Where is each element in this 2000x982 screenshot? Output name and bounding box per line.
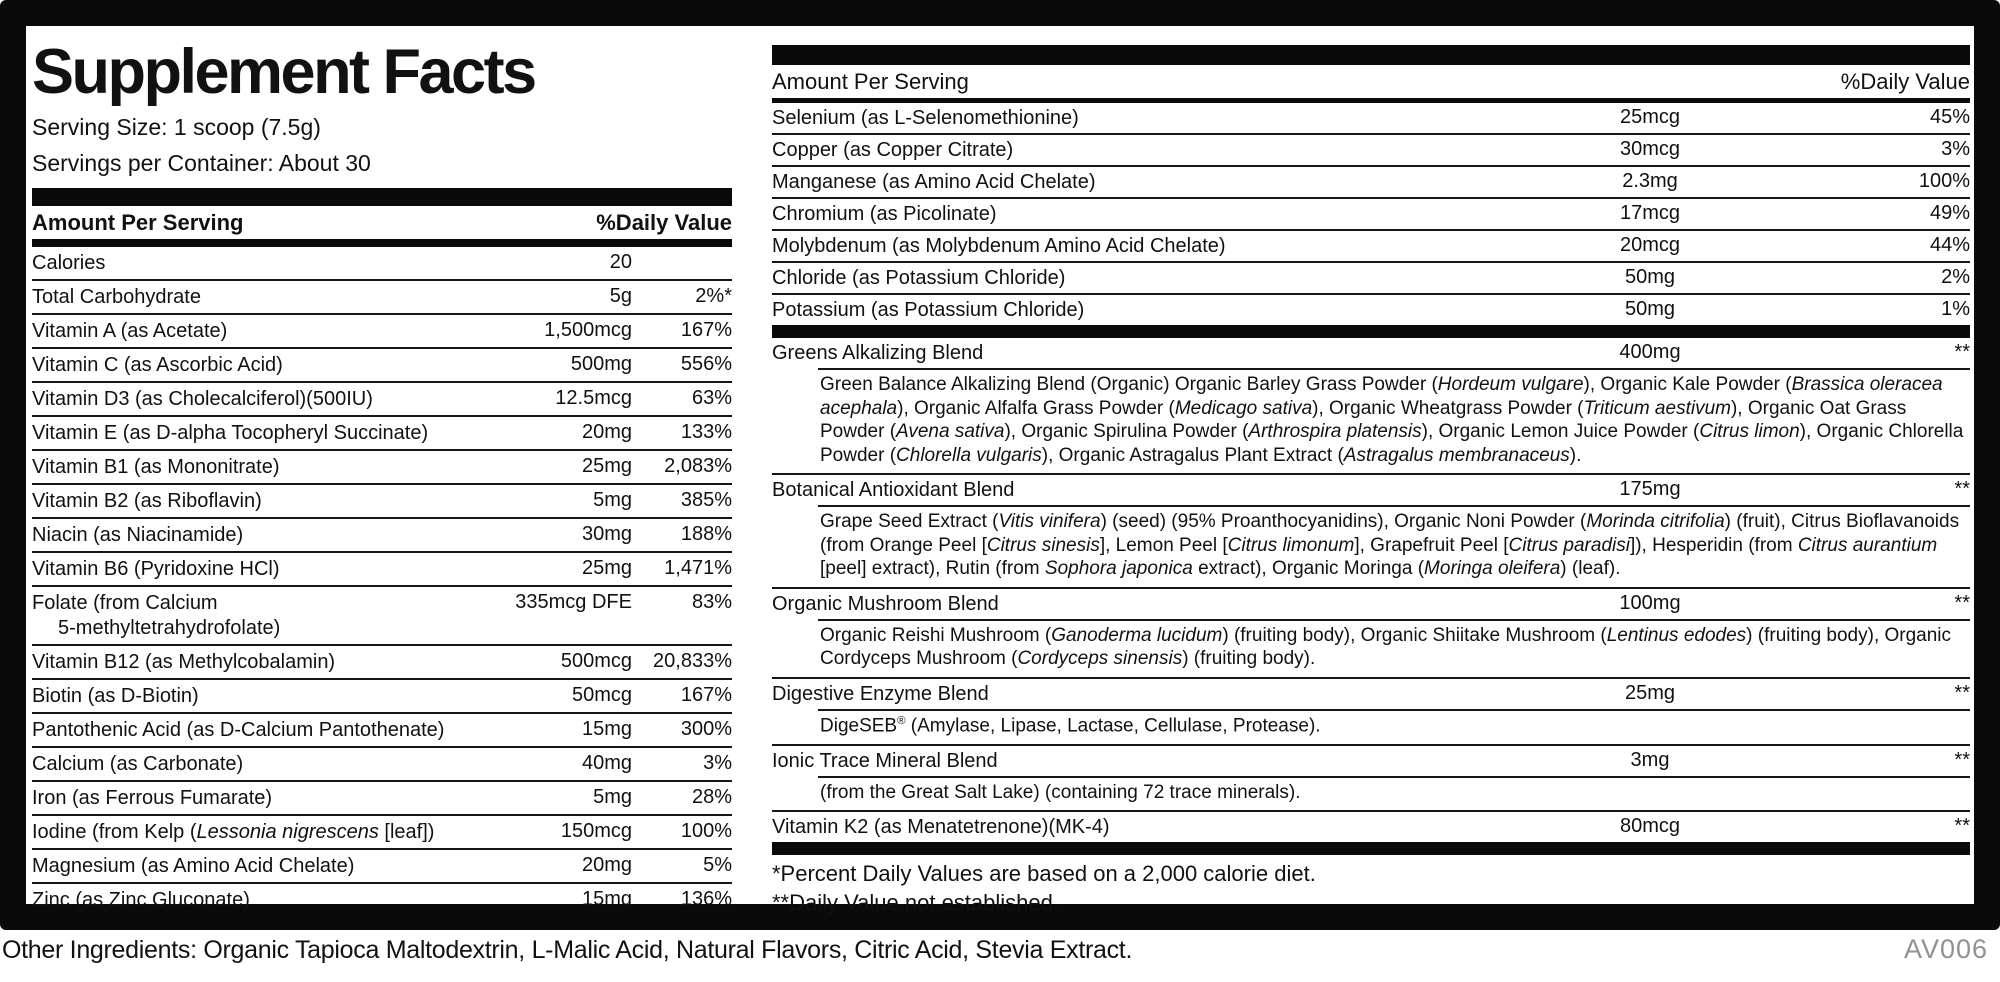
table-row xyxy=(772,261,1970,293)
section-divider xyxy=(772,325,1970,338)
ingredient-name: Greens Alkalizing Blend xyxy=(772,342,984,364)
ingredient-name: Iron (as Ferrous Fumarate) xyxy=(32,786,273,809)
ingredient-daily-value: 2% xyxy=(1941,266,1970,288)
right-table-body xyxy=(772,103,1970,325)
ingredient-name: Organic Mushroom Blend xyxy=(772,592,999,615)
ingredient-amount: 1,500mcg xyxy=(544,318,632,341)
ingredient-daily-value: 44% xyxy=(1929,234,1970,256)
ingredient-name: Chloride (as Potassium Chloride) xyxy=(772,267,1066,289)
ingredient-daily-value: 3% xyxy=(703,751,732,774)
ingredient-amount: 100mg xyxy=(1619,591,1681,614)
ingredient-name: Pantothenic Acid (as D-Calcium Pantothenate) xyxy=(32,718,445,741)
ingredient-amount: 25mg xyxy=(581,556,632,579)
table-row xyxy=(32,551,732,585)
daily-value-header: %Daily Value xyxy=(1840,69,1970,94)
section-divider xyxy=(772,842,1970,855)
ingredient-daily-value: 1% xyxy=(1941,298,1970,320)
ingredient-amount: 335mcg DFE xyxy=(515,590,632,613)
ingredient-daily-value: 136% xyxy=(680,887,732,910)
ingredient-daily-value: 133% xyxy=(680,420,732,443)
ingredient-name: Magnesium (as Amino Acid Chelate) xyxy=(32,854,355,877)
servings-per-container: Servings per Container: About 30 xyxy=(32,149,371,176)
ingredient-name: Copper (as Copper Citrate) xyxy=(772,139,1014,161)
ingredient-daily-value: 188% xyxy=(680,522,732,545)
ingredient-daily-value: ** xyxy=(1954,341,1970,363)
left-table-header xyxy=(32,206,732,239)
ingredient-amount: 50mcg xyxy=(571,683,632,706)
right-table-header xyxy=(772,65,1970,98)
footnote-not-established: **Daily Value not established. xyxy=(772,889,1059,915)
ingredient-daily-value: ** xyxy=(1954,591,1970,614)
table-row xyxy=(32,585,732,644)
footnotes xyxy=(772,855,1970,917)
table-row xyxy=(772,677,1970,709)
ingredient-daily-value: 45% xyxy=(1929,106,1970,128)
ingredient-daily-value: 1,471% xyxy=(664,556,732,579)
table-row xyxy=(32,848,732,882)
ingredient-name: Folate (from Calcium 5-methyltetrahydrofolate) xyxy=(32,591,281,639)
table-row xyxy=(32,644,732,678)
ingredient-amount: 25mg xyxy=(581,454,632,477)
table-row xyxy=(32,882,732,916)
ingredient-name: Digestive Enzyme Blend xyxy=(772,682,989,705)
table-row xyxy=(772,744,1970,776)
ingredient-amount: 20 xyxy=(609,250,632,273)
ingredient-amount: 40mg xyxy=(581,751,632,774)
ingredient-daily-value: 385% xyxy=(680,488,732,511)
product-code: AV006 xyxy=(1903,934,1988,964)
table-row xyxy=(32,347,732,381)
table-row xyxy=(772,338,1970,368)
left-table-body xyxy=(32,247,732,916)
ingredient-daily-value: 167% xyxy=(680,683,732,706)
table-row xyxy=(772,473,1970,505)
ingredient-name: Vitamin E (as D-alpha Tocopheryl Succinate) xyxy=(32,421,429,444)
ingredient-amount: 25mg xyxy=(1624,681,1676,704)
table-row xyxy=(32,678,732,712)
table-row xyxy=(32,247,732,279)
table-row xyxy=(772,197,1970,229)
ingredient-daily-value: 28% xyxy=(691,785,732,808)
ingredient-amount: 500mcg xyxy=(560,649,632,672)
ingredient-name: Selenium (as L-Selenomethionine) xyxy=(772,107,1079,129)
ingredient-name: Vitamin B12 (as Methylcobalamin) xyxy=(32,650,336,673)
amount-per-serving-header: Amount Per Serving xyxy=(32,209,244,235)
ingredient-daily-value: ** xyxy=(1954,815,1970,838)
ingredient-daily-value: 2%* xyxy=(695,284,732,307)
table-row xyxy=(32,483,732,517)
ingredient-name: Ionic Trace Mineral Blend xyxy=(772,749,998,772)
ingredient-name: Vitamin C (as Ascorbic Acid) xyxy=(32,353,283,376)
blend-description: Green Balance Alkalizing Blend (Organic) Organic Barley Grass Powder (Hordeum vulgare), Organic Kale Powder (Brassica oleracea acephala), Organic Alfalfa Grass Powder (Medicago sativa), Organic Wheatgrass Powder (Triticum aestivum), Organic Oat Grass Powder (Avena sativa), Organic Spirulina Powder (Arthrospira platensis), Organic Lemon Juice Powder (Citrus limon), Organic Chlorella Powder (Chlorella vulgaris), Organic Astragalus Plant Extract (Astragalus membranaceus). xyxy=(818,368,1970,473)
blend-description: Organic Reishi Mushroom (Ganoderma lucidum) (fruiting body), Organic Shiitake Mushroom (Lentinus edodes) (fruiting body), Organic Cordyceps Mushroom (Cordyceps sinensis) (fruiting body). xyxy=(818,619,1970,677)
ingredient-amount: 175mg xyxy=(1619,478,1681,501)
table-row xyxy=(32,381,732,415)
ingredient-name: Vitamin B2 (as Riboflavin) xyxy=(32,489,262,512)
ingredient-amount: 5mg xyxy=(593,785,632,808)
ingredient-daily-value: 556% xyxy=(680,352,732,375)
ingredient-name: Vitamin A (as Acetate) xyxy=(32,319,228,342)
ingredient-name: Calcium (as Carbonate) xyxy=(32,752,244,775)
ingredient-amount: 15mg xyxy=(581,887,632,910)
blend-description: DigeSEB® (Amylase, Lipase, Lactase, Cellulase, Protease). xyxy=(818,709,1970,744)
table-row xyxy=(772,810,1970,842)
table-row xyxy=(772,293,1970,325)
ingredient-name: Vitamin B6 (Pyridoxine HCl) xyxy=(32,557,280,580)
ingredient-daily-value: 100% xyxy=(680,819,732,842)
ingredient-amount: 2.3mg xyxy=(1622,170,1678,192)
blend-description: (from the Great Salt Lake) (containing 72 trace minerals). xyxy=(818,776,1970,811)
blend-description: Grape Seed Extract (Vitis vinifera) (seed) (95% Proanthocyanidins), Organic Noni Powder (Morinda citrifolia) (fruit), Citrus Bioflavanoids (from Orange Peel [Citrus sinesis], Lemon Peel [Citrus limonum], Grapefruit Peel [Citrus paradisi]), Hesperidin (from Citrus aurantium [peel] extract), Rutin (from Sophora japonica extract), Organic Moringa (Moringa oleifera) (leaf). xyxy=(818,505,1970,587)
ingredient-name: Iodine (from Kelp (Lessonia nigrescens [leaf]) xyxy=(32,820,435,843)
heavy-divider xyxy=(772,45,1970,65)
ingredient-amount: 20mg xyxy=(581,420,632,443)
header-underline xyxy=(32,239,732,247)
ingredient-amount: 12.5mcg xyxy=(555,386,632,409)
ingredient-daily-value: 167% xyxy=(680,318,732,341)
amount-per-serving-header: Amount Per Serving xyxy=(772,69,969,94)
ingredient-name: Chromium (as Picolinate) xyxy=(772,203,997,225)
table-row xyxy=(772,103,1970,133)
ingredient-amount: 17mcg xyxy=(1619,202,1681,224)
ingredient-amount: 20mg xyxy=(581,853,632,876)
ingredient-name: Vitamin B1 (as Mononitrate) xyxy=(32,455,280,478)
ingredient-name: Potassium (as Potassium Chloride) xyxy=(772,299,1085,321)
serving-size: Serving Size: 1 scoop (7.5g) xyxy=(32,114,321,141)
ingredient-amount: 50mg xyxy=(1624,266,1676,288)
ingredient-name: Calories xyxy=(32,251,106,274)
blend-table-body xyxy=(772,338,1970,842)
table-row xyxy=(32,449,732,483)
table-row xyxy=(772,165,1970,197)
ingredient-amount: 400mg xyxy=(1619,341,1681,363)
table-row xyxy=(32,712,732,746)
ingredient-daily-value: 300% xyxy=(680,717,732,740)
left-panel xyxy=(32,26,732,911)
bottom-line xyxy=(0,934,2000,965)
ingredient-daily-value: 83% xyxy=(691,590,732,613)
ingredient-amount: 20mcg xyxy=(1619,234,1681,256)
ingredient-name: Niacin (as Niacinamide) xyxy=(32,523,244,546)
ingredient-amount: 3mg xyxy=(1630,748,1670,771)
ingredient-amount: 30mg xyxy=(581,522,632,545)
ingredient-amount: 5mg xyxy=(593,488,632,511)
ingredient-amount: 25mcg xyxy=(1619,106,1681,128)
table-row xyxy=(32,814,732,848)
ingredient-name: Molybdenum (as Molybdenum Amino Acid Chelate) xyxy=(772,235,1226,257)
ingredient-daily-value: 2,083% xyxy=(664,454,732,477)
ingredient-daily-value: 100% xyxy=(1918,170,1970,192)
ingredient-name: Vitamin K2 (as Menatetrenone)(MK-4) xyxy=(772,816,1110,839)
table-row xyxy=(32,780,732,814)
ingredient-daily-value: 63% xyxy=(691,386,732,409)
table-row xyxy=(32,517,732,551)
ingredient-name: Biotin (as D-Biotin) xyxy=(32,684,199,707)
ingredient-amount: 5g xyxy=(609,284,632,307)
ingredient-name: Zinc (as Zinc Gluconate) xyxy=(32,888,250,911)
ingredient-name: Total Carbohydrate xyxy=(32,285,201,308)
ingredient-daily-value: ** xyxy=(1954,681,1970,704)
ingredient-amount: 150mcg xyxy=(560,819,632,842)
ingredient-amount: 50mg xyxy=(1624,298,1676,320)
right-panel xyxy=(772,26,1970,915)
footnote-daily-values: *Percent Daily Values are based on a 2,000 calorie diet. xyxy=(772,861,1316,887)
ingredient-daily-value: 20,833% xyxy=(653,649,732,672)
ingredient-daily-value: 5% xyxy=(703,853,732,876)
table-row xyxy=(772,133,1970,165)
table-row xyxy=(32,746,732,780)
page-title: Supplement Facts xyxy=(32,37,535,107)
ingredient-daily-value: 3% xyxy=(1941,138,1970,160)
ingredient-amount: 30mcg xyxy=(1619,138,1681,160)
ingredient-daily-value: 49% xyxy=(1929,202,1970,224)
table-row xyxy=(772,587,1970,619)
ingredient-name: Botanical Antioxidant Blend xyxy=(772,479,1015,502)
table-row xyxy=(32,415,732,449)
daily-value-header: %Daily Value xyxy=(596,209,732,235)
ingredient-daily-value: ** xyxy=(1954,478,1970,501)
ingredient-name: Manganese (as Amino Acid Chelate) xyxy=(772,171,1096,193)
heavy-divider xyxy=(32,188,732,206)
other-ingredients: Other Ingredients: Organic Tapioca Maltodextrin, L-Malic Acid, Natural Flavors, Citric Acid, Stevia Extract. xyxy=(2,936,1133,964)
table-row xyxy=(32,279,732,313)
ingredient-amount: 80mcg xyxy=(1619,815,1681,838)
table-row xyxy=(32,313,732,347)
table-row xyxy=(772,229,1970,261)
ingredient-daily-value: ** xyxy=(1954,748,1970,771)
ingredient-amount: 500mg xyxy=(570,352,632,375)
ingredient-name: Vitamin D3 (as Cholecalciferol)(500IU) xyxy=(32,387,373,410)
ingredient-amount: 15mg xyxy=(581,717,632,740)
